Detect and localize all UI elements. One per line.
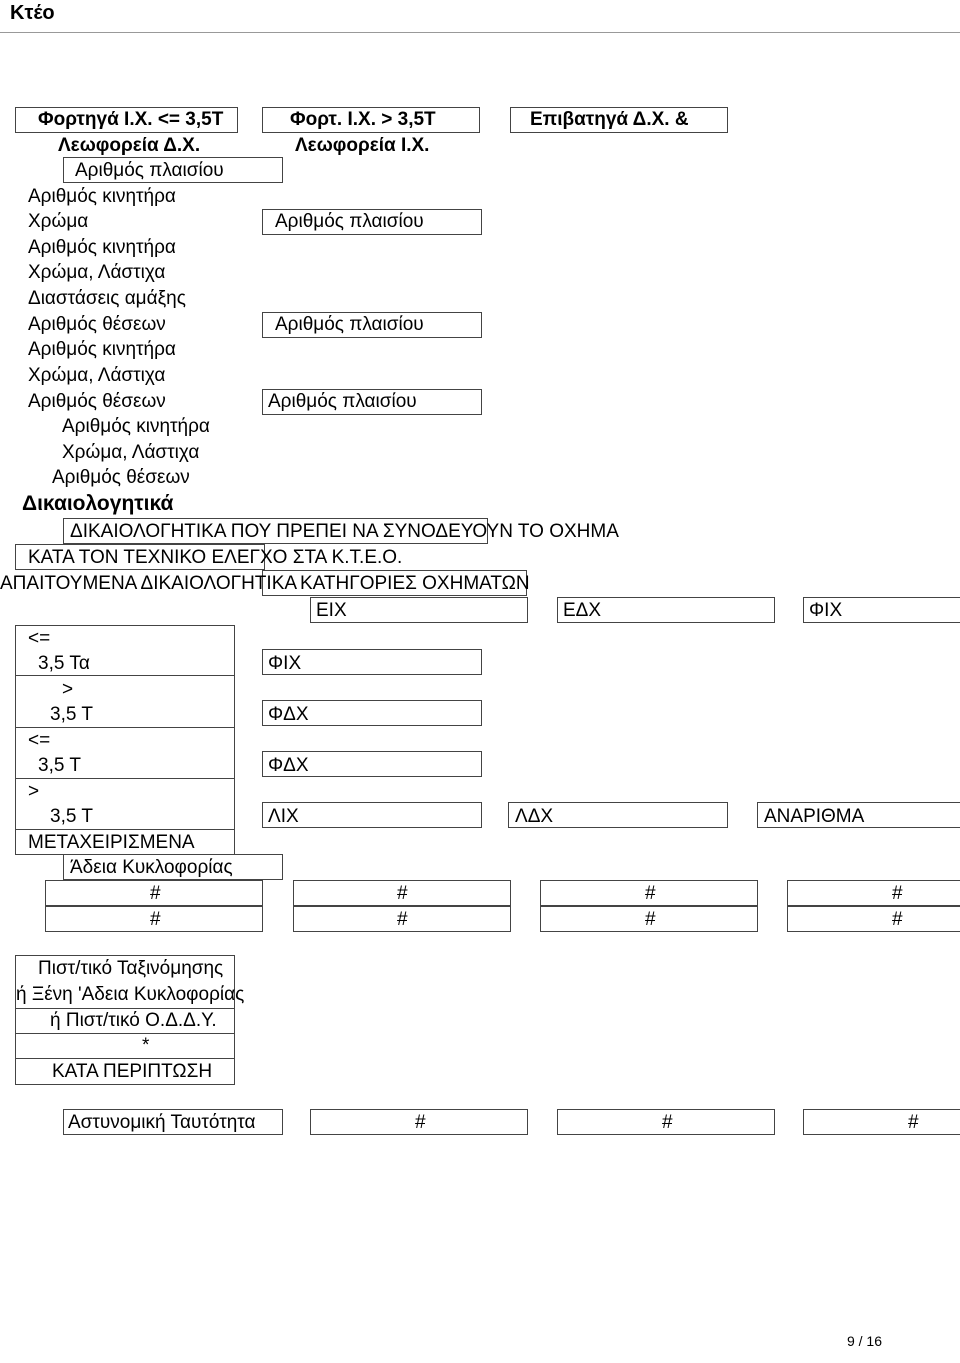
hash-2-2: # (397, 909, 408, 930)
r3v: ΦΔΧ (268, 755, 309, 776)
hash-1-3: # (645, 883, 656, 904)
field-f3: Χρώμα (28, 211, 89, 232)
r3a: <= (28, 730, 51, 751)
hash-2-4: # (892, 909, 903, 930)
id-hash-1: # (415, 1112, 426, 1133)
field-f13: Αριθμός θέσεων (52, 467, 190, 488)
id-hash-box-3 (803, 1109, 960, 1135)
field-f2: Αριθμός κινητήρα (28, 186, 176, 207)
subtitle3a: ΑΠΑΙΤΟΥΜΕΝΑ ΔΙΚΑΙΟΛΟΓΗΤΙΚΑ (0, 573, 298, 594)
r4b: 3,5 Τ (50, 806, 93, 827)
page-number: 9 / 16 (846, 1333, 882, 1349)
r4v2: ΛΔΧ (515, 806, 554, 827)
r1b: 3,5 Τα (38, 653, 90, 674)
subtitle2: ΚΑΤΑ ΤΟΝ ΤΕΧΝΙΚΟ ΕΛΕΓΧΟ ΣΤΑ Κ.Τ.Ε.Ο. (28, 547, 403, 568)
cat-left-div1 (15, 675, 235, 676)
id-hash-3: # (908, 1112, 919, 1133)
subtitle1: ΔΙΚΑΙΟΛΟΓΗΤΙΚΑ ΠΟΥ ΠΡΕΠΕΙ ΝΑ ΣΥΝΟΔΕΥΟΥΝ ΤΟ ΟΧΗΜΑ (70, 521, 619, 542)
cert-div2 (15, 1033, 235, 1034)
hash-1-1: # (150, 883, 161, 904)
cat-c3: ΦΙΧ (809, 600, 843, 621)
col1-line1: Φορτηγά Ι.Χ. <= 3,5Τ (38, 109, 224, 130)
r1a: <= (28, 628, 51, 649)
license-label: Άδεια Κυκλοφορίας (70, 857, 233, 878)
hash-box-1-4 (787, 880, 960, 906)
id-hash-2: # (662, 1112, 673, 1133)
field-f3r: Αριθμός πλαισίου (275, 211, 424, 232)
field-f7: Αριθμός θέσεων (28, 314, 166, 335)
cat-left-div4 (15, 829, 235, 830)
used: ΜΕΤΑΧΕΙΡΙΣΜΕΝΑ (28, 832, 195, 853)
cert-line2: ή Ξένη 'Αδεια Κυκλοφορίας (16, 984, 245, 1005)
cert-div3 (15, 1058, 235, 1059)
field-f9: Χρώμα, Λάστιχα (28, 365, 166, 386)
page-title: Κτέο (10, 2, 55, 24)
r1v: ΦΙΧ (268, 653, 302, 674)
cat-left-div3 (15, 778, 235, 779)
cat-left-div2 (15, 727, 235, 728)
field-f10: Αριθμός θέσεων (28, 391, 166, 412)
field-f7r: Αριθμός πλαισίου (275, 314, 424, 335)
section-title: Δικαιολογητικά (22, 492, 174, 515)
col2-line2: Λεωφορεία Ι.Χ. (295, 135, 430, 156)
hash-2-3: # (645, 909, 656, 930)
field-f4: Αριθμός κινητήρα (28, 237, 176, 258)
r4v3: ΑΝΑΡΙΘΜΑ (764, 806, 865, 827)
col2-line1: Φορτ. Ι.Χ. > 3,5Τ (290, 109, 436, 130)
cert-line1: Πιστ/τικό Ταξινόμησης (38, 958, 224, 979)
field-f12: Χρώμα, Λάστιχα (62, 442, 200, 463)
hash-2-1: # (150, 909, 161, 930)
cert-star: * (142, 1035, 150, 1056)
r2b: 3,5 Τ (50, 704, 93, 725)
field-f8: Αριθμός κινητήρα (28, 339, 176, 360)
cat-c2: ΕΔΧ (563, 600, 602, 621)
field-f5: Χρώμα, Λάστιχα (28, 262, 166, 283)
field-f10r: Αριθμός πλαισίου (268, 391, 417, 412)
page-header (0, 0, 960, 30)
cert-case: ΚΑΤΑ ΠΕΡΙΠΤΩΣΗ (52, 1061, 213, 1082)
hash-box-2-4 (787, 906, 960, 932)
r4a: > (28, 781, 40, 802)
cat-c1: ΕΙΧ (316, 600, 347, 621)
subtitle3b: ΚΑΤΗΓΟΡΙΕΣ ΟΧΗΜΑΤΩΝ (300, 573, 530, 594)
r3b: 3,5 Τ (38, 755, 81, 776)
field-f6: Διαστάσεις αμάξης (28, 288, 186, 309)
cert-line3: ή Πιστ/τικό Ο.Δ.Δ.Υ. (50, 1010, 217, 1031)
hash-1-2: # (397, 883, 408, 904)
col3-line1: Επιβατηγά Δ.Χ. & (530, 109, 689, 130)
r4v1: ΛΙΧ (268, 806, 299, 827)
r2v: ΦΔΧ (268, 704, 309, 725)
field-f11: Αριθμός κινητήρα (62, 416, 210, 437)
hash-1-4: # (892, 883, 903, 904)
header-divider (0, 32, 960, 33)
cert-div1 (15, 1008, 235, 1009)
r2a: > (62, 679, 74, 700)
id-label: Αστυνομική Ταυτότητα (68, 1112, 256, 1133)
field-f1: Αριθμός πλαισίου (75, 160, 224, 181)
col1-line2: Λεωφορεία Δ.Χ. (58, 135, 201, 156)
